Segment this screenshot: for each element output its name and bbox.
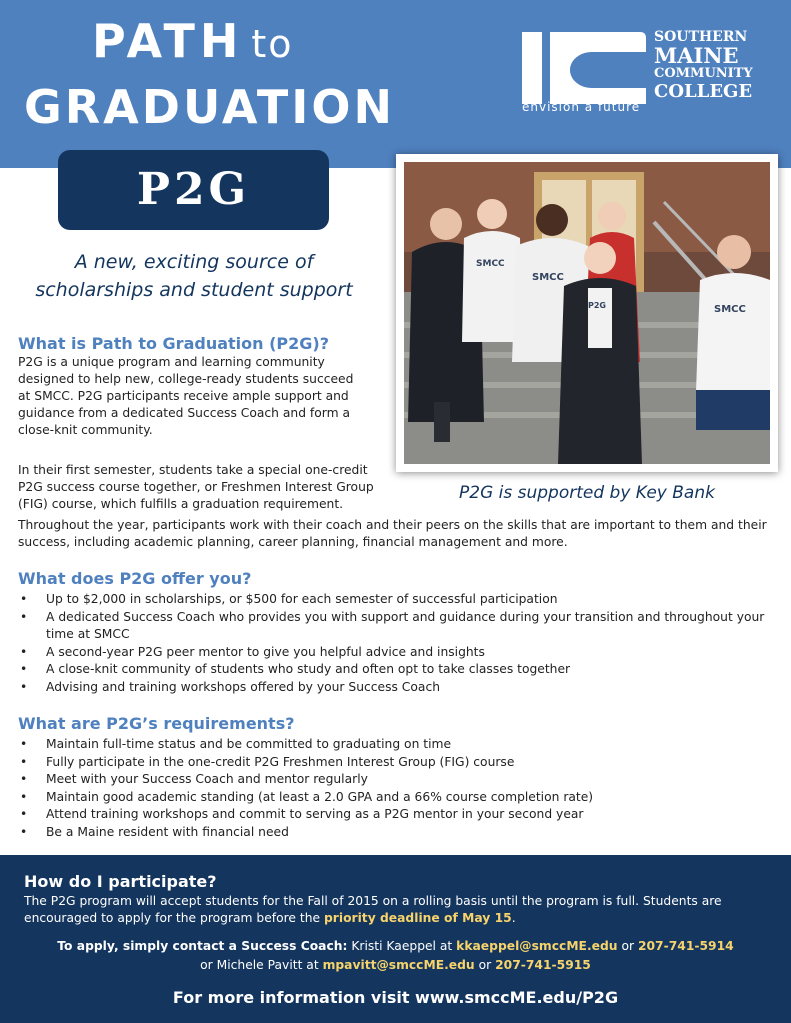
list-item: • Fully participate in the one-credit P2G Freshmen Interest Group (FIG) course: [18, 754, 778, 772]
smcc-logo: [518, 28, 768, 118]
logo-college: COLLEGE: [654, 81, 753, 102]
logo-southern: SOUTHERN: [654, 29, 748, 45]
requirements-list: [18, 736, 778, 842]
list-item: • A dedicated Success Coach who provides you with support and guidance during your transition and throughout your time at SMCC: [18, 609, 778, 644]
tagline-line-1: A new, exciting source of: [74, 251, 314, 273]
shirt-label-1: SMCC: [476, 259, 505, 269]
list-item: • Maintain full-time status and be committed to graduating on time: [18, 736, 778, 754]
intro-line: designed to help new, college-ready students succeed: [18, 372, 354, 386]
p2g-badge-text: P2G: [136, 164, 251, 215]
title-path: PATH: [92, 14, 244, 68]
shirt-label-4: SMCC: [714, 304, 746, 315]
list-item: • Up to $2,000 in scholarships, or $500 for each semester of successful participation: [18, 591, 778, 609]
priority-deadline: priority deadline of May 15: [324, 911, 512, 925]
apply-contacts: [0, 937, 791, 975]
coach1-name: Kristi Kaeppel at: [347, 939, 457, 953]
tagline-line-2: scholarships and student support: [35, 279, 353, 301]
logo-mark-icon: [522, 32, 646, 104]
list-item: • Meet with your Success Coach and mentor regularly: [18, 771, 778, 789]
students-photo-illustration: [404, 162, 770, 464]
coach2-email-link[interactable]: mpavitt@smccME.edu: [322, 958, 475, 972]
list-item: • A second-year P2G peer mentor to give you helpful advice and insights: [18, 644, 778, 662]
or-text: or: [617, 939, 638, 953]
year-paragraph: [18, 517, 778, 551]
p2g-badge: [58, 150, 329, 230]
title-graduation: GRADUATION: [24, 80, 396, 134]
photo-caption: P2G is supported by Key Bank: [459, 483, 715, 503]
footer-panel: [0, 855, 791, 1023]
first-semester-paragraph: [18, 462, 388, 513]
semester-line: In their first semester, students take a special one-credit: [18, 463, 368, 477]
apply-lead: To apply, simply contact a Success Coach:: [57, 939, 348, 953]
semester-line: P2G success course together, or Freshmen Interest Group: [18, 480, 374, 494]
more-info-link[interactable]: For more information visit www.smccME.edu/P2G: [172, 988, 619, 1007]
list-item: • A close-knit community of students who study and often opt to take classes together: [18, 661, 778, 679]
apply-line-2: [0, 956, 791, 975]
list-item: • Be a Maine resident with financial need: [18, 824, 778, 842]
coach1-phone[interactable]: 207-741-5914: [637, 939, 734, 953]
or-text: or: [474, 958, 496, 972]
list-item: • Maintain good academic standing (at least a 2.0 GPA and a 66% course completion rate): [18, 789, 778, 807]
participate-line: The P2G program will accept students for the Fall of 2015 on a rolling basis until the program is full. Students are: [24, 894, 722, 908]
intro-paragraph: [18, 354, 388, 439]
title-line-1: [92, 14, 294, 68]
intro-line: P2G is a unique program and learning community: [18, 355, 325, 369]
coach2-name: or Michele Pavitt at: [200, 958, 323, 972]
coach2-phone[interactable]: 207-741-5915: [495, 958, 591, 972]
heading-what-is-p2g: What is Path to Graduation (P2G)?: [18, 334, 329, 353]
offer-list: [18, 591, 778, 697]
shirt-label-2: SMCC: [532, 272, 564, 283]
heading-how-participate: How do I participate?: [24, 872, 217, 891]
logo-maine: MAINE: [654, 43, 739, 68]
intro-line: at SMCC. P2G participants receive ample support and: [18, 389, 349, 403]
intro-line: close-knit community.: [18, 423, 153, 437]
apply-line-1: [0, 937, 791, 956]
heading-what-offer: What does P2G offer you?: [18, 569, 252, 588]
heading-requirements: What are P2G’s requirements?: [18, 714, 295, 733]
participate-line: [24, 910, 776, 927]
list-item: • Advising and training workshops offered by your Success Coach: [18, 679, 778, 697]
participate-post: .: [511, 911, 516, 925]
year-line: Throughout the year, participants work with their coach and their peers on the skills that are important to them and their: [18, 518, 767, 532]
list-item: • Attend training workshops and commit to serving as a P2G mentor in your second year: [18, 806, 778, 824]
participate-paragraph: [24, 893, 776, 927]
logo-wordmark: [654, 30, 753, 101]
year-line: success, including academic planning, career planning, financial management and more.: [18, 535, 568, 549]
logo-community: COMMUNITY: [654, 66, 753, 81]
group-photo-frame: [396, 154, 778, 472]
logo-tagline: envision a future: [522, 100, 641, 114]
title-to: to: [251, 22, 294, 66]
semester-line: (FIG) course, which fulfills a graduation requirement.: [18, 497, 344, 511]
coach1-email-link[interactable]: kkaeppel@smccME.edu: [456, 939, 618, 953]
tagline: [18, 248, 370, 304]
group-photo: [404, 162, 770, 464]
shirt-label-3: P2G: [588, 301, 606, 310]
intro-line: guidance from a dedicated Success Coach and form a: [18, 406, 351, 420]
participate-pre: encouraged to apply for the program before the: [24, 911, 324, 925]
